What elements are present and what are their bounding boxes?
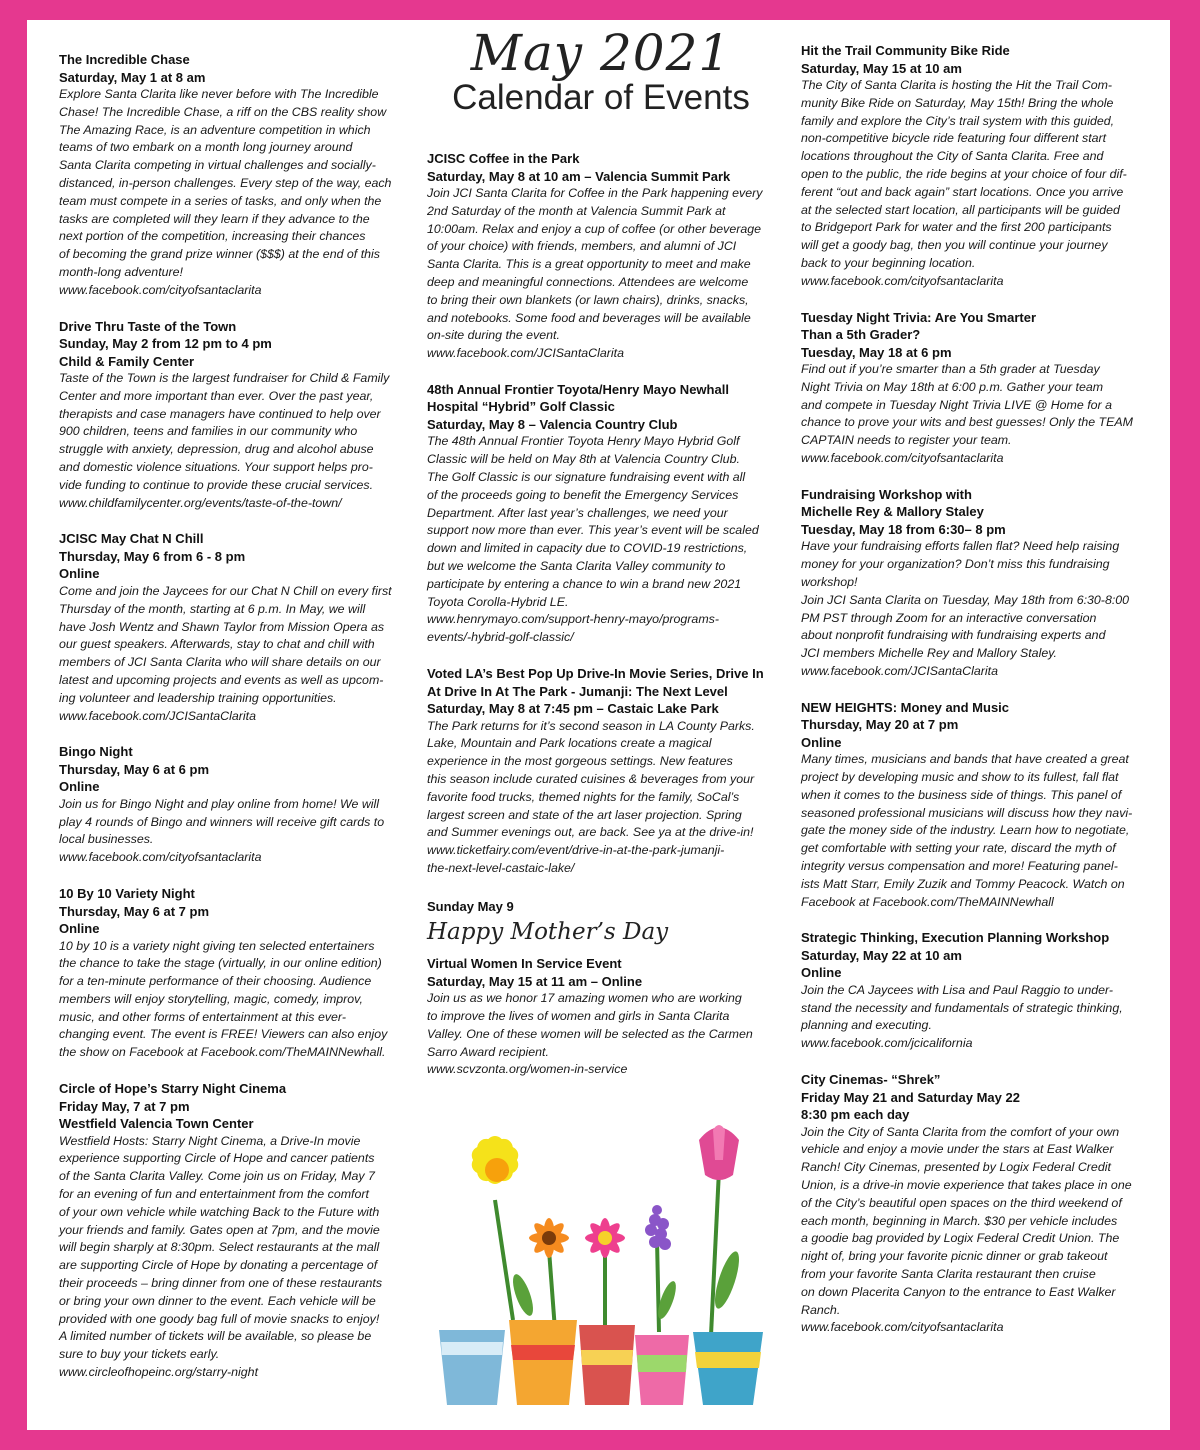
event-title: 10 By 10 Variety Night [59, 886, 195, 901]
event-description-line: the show on Facebook at Facebook.com/TheMAINNewhall. [59, 1045, 386, 1060]
event-title: Hit the Trail Community Bike Ride [801, 43, 1010, 58]
event-detail: Child & Family Center [59, 353, 195, 369]
right-column [801, 42, 1147, 1355]
event-description-line: down and limited in capacity due to COVID-19 restrictions, [427, 541, 748, 556]
event-description-line: Union, is a drive-in movie experience that takes place in one [801, 1177, 1132, 1192]
event-detail: Tuesday, May 18 from 6:30– 8 pm [801, 521, 1006, 537]
calendar-title [427, 24, 775, 118]
event-link[interactable]: www.facebook.com/cityofsantaclarita [59, 282, 262, 297]
event-link[interactable]: www.facebook.com/JCISantaClarita [427, 346, 624, 361]
event-detail: Online [801, 965, 842, 981]
event-description-line: of the City’s beautiful open spaces on the third weekend of [801, 1195, 1122, 1210]
event-link[interactable]: www.facebook.com/cityofsantaclarita [801, 273, 1004, 288]
event-description-line: about nonprofit fundraising with fundraising experts and [801, 628, 1106, 643]
event-description-line: ists Matt Starr, Emily Zuzik and Tommy Peacock. Watch on [801, 876, 1125, 891]
event-detail: Saturday, May 22 at 10 am [801, 947, 962, 963]
event-detail: Saturday, May 1 at 8 am [59, 69, 206, 85]
event-description-line: when it comes to the business side of things. This panel of [801, 787, 1122, 802]
event-link[interactable]: www.childfamilycenter.org/events/taste-of-the-town/ [59, 495, 342, 510]
event-description-line: Find out if you’re smarter than a 5th grader at Tuesday [801, 362, 1100, 377]
event-title: The Incredible Chase [59, 52, 190, 67]
event-detail: Thursday, May 6 from 6 - 8 pm [59, 548, 246, 564]
event-description-line: Night Trivia on May 18th at 6:00 p.m. Gather your team [801, 379, 1104, 394]
event-detail: Online [801, 734, 842, 750]
daffodil-flower [468, 1132, 522, 1187]
event-description-line: for an evening of fun and entertainment from the comfort [59, 1186, 369, 1201]
event-description-line: of the proceeds going to benefit the Emergency Services [427, 487, 739, 502]
event-detail: Tuesday, May 18 at 6 pm [801, 344, 952, 360]
event-description-line: their proceeds – bring dinner from one of these restaurants [59, 1275, 383, 1290]
event-description-line: changing event. The event is FREE! Viewers can also enjoy [59, 1027, 388, 1042]
orange-daisy [529, 1218, 569, 1258]
event-description-line: of your own vehicle while watching Back to the Future with [59, 1204, 380, 1219]
event-description-line: The Amazing Race, is an adventure competition in which [59, 122, 371, 137]
event-detail: Michelle Rey & Mallory Staley [801, 504, 984, 520]
event-description-line: of your choice) with friends, members, and alumni of JCI [427, 239, 737, 254]
event-item [59, 51, 404, 300]
event-description-line: Join us as we honor 17 amazing women who are working [427, 991, 742, 1006]
event-item [59, 743, 404, 867]
event-title: Voted LA’s Best Pop Up Drive-In Movie Series, Drive In [427, 666, 764, 682]
event-description-line: project by developing music and show to its fullest, fall flat [801, 770, 1119, 785]
event-description-line: from your favorite Santa Clarita restaurant then cruise [801, 1266, 1096, 1281]
event-item [801, 309, 1147, 468]
event-description-line: Come and join the Jaycees for our Chat N Chill on every first [59, 583, 392, 598]
title-main: Calendar of Events [452, 78, 750, 117]
event-detail: Friday May 21 and Saturday May 22 [801, 1089, 1020, 1105]
event-description-line: have Josh Wentz and Shawn Taylor from Mission Opera as [59, 619, 385, 634]
event-description-line: or bring your own dinner to the event. Each vehicle will be [59, 1293, 376, 1308]
event-description-line: at the selected start location, all participants will be guided [801, 202, 1120, 217]
middle-column [427, 150, 775, 1097]
event-description-line: Center and more important than ever. Over the past year, [59, 388, 374, 403]
event-description-line: CAPTAIN needs to register your team. [801, 433, 1012, 448]
event-description-line: A limited number of tickets will be available, so please be [59, 1329, 372, 1344]
event-link[interactable]: events/-hybrid-golf-classic/ [427, 630, 574, 645]
event-link[interactable]: www.facebook.com/cityofsantaclarita [59, 850, 262, 865]
event-description-line: favorite food trucks, themed nights for the family, SoCal’s [427, 789, 740, 804]
event-description-line: money for your organization? Don’t miss this fundraising [801, 557, 1110, 572]
event-detail: Thursday, May 6 at 7 pm [59, 903, 210, 919]
event-description-line: of the Santa Clarita Valley. Come join us on Friday, May 7 [59, 1169, 375, 1184]
event-description-line: but we welcome the Santa Clarita Valley community to [427, 559, 726, 574]
event-description-line: Ranch! City Cinemas, presented by Logix Federal Credit [801, 1160, 1111, 1175]
left-column [59, 51, 404, 1400]
event-detail: Online [59, 779, 100, 795]
event-title: JCISC May Chat N Chill [59, 531, 204, 547]
pink-daisy [585, 1218, 625, 1258]
event-link[interactable]: www.facebook.com/JCISantaClarita [801, 663, 998, 678]
event-description-line: to improve the lives of women and girls in Santa Clarita [427, 1009, 730, 1023]
hyacinth-flower [645, 1205, 671, 1250]
event-description-line: our guest speakers. Afterwards, stay to chat and chill with [59, 637, 375, 652]
event-link[interactable]: www.circleofhopeinc.org/starry-night [59, 1364, 259, 1379]
event-description-line: integrity versus compensation and more! Featuring panel- [801, 859, 1118, 873]
event-link[interactable]: www.henrymayo.com/support-henry-mayo/programs- [427, 612, 719, 627]
event-title: Drive Thru Taste of the Town [59, 318, 237, 334]
event-description-line: provided with one goody bag full of movie snacks to enjoy! [59, 1311, 380, 1326]
event-detail: Online [59, 566, 100, 582]
event-description-line: next portion of the competition, increasing their chances [59, 229, 366, 244]
event-description-line: ing volunteer and leadership training opportunities. [59, 690, 337, 705]
event-description-line: to bring their own blankets (or lawn chairs), drinks, snacks, [427, 292, 749, 307]
event-item [801, 42, 1147, 291]
event-description-line: of becoming the grand prize winner ($$$) at the end of this [59, 247, 380, 262]
event-description-line: chance to prove your wits and best guesses! Only the TEAM [801, 415, 1133, 430]
event-detail: Saturday, May 8 – Valencia Country Club [427, 416, 678, 432]
event-description-line: music, and other forms of entertainment at this ever- [59, 1009, 346, 1024]
mothers-day [427, 898, 775, 948]
event-detail: 8:30 pm each day [801, 1107, 910, 1123]
event-title: JCISC Coffee in the Park [427, 151, 580, 166]
event-description-line: Chase! The Incredible Chase, a riff on the CBS reality show [59, 104, 387, 119]
event-link[interactable]: www.scvzonta.org/women-in-service [427, 1062, 628, 1077]
event-link[interactable]: www.ticketfairy.com/event/drive-in-at-the-park-jumanji- [427, 843, 725, 858]
event-detail: Hospital “Hybrid” Golf Classic [427, 399, 615, 415]
event-item [801, 699, 1147, 912]
event-description-line: latest and upcoming projects and events as well as upcom- [59, 672, 384, 687]
event-description-line: 2nd Saturday of the month at Valencia Summit Park at [427, 203, 726, 218]
event-description-line: and compete in Tuesday Night Trivia LIVE @ Home for a [801, 397, 1113, 412]
event-detail: Saturday, May 15 at 11 am – Online [427, 973, 643, 989]
event-title: Bingo Night [59, 744, 133, 760]
event-item [59, 885, 404, 1062]
event-description-line: workshop! [801, 574, 858, 589]
flower-pots-photo [427, 1120, 775, 1410]
middle-events-2 [427, 955, 775, 1079]
event-description-line: participate by entering a chance to win a brand new 2021 [427, 576, 742, 591]
event-link[interactable]: the-next-level-castaic-lake/ [427, 860, 575, 875]
event-title: NEW HEIGHTS: Money and Music [801, 699, 1010, 715]
event-description-line: tasks are completed will they learn if they advance to the [59, 211, 370, 226]
event-description-line: deep and meaningful connections. Attendees are welcome [427, 274, 749, 289]
event-description-line: and notebooks. Some food and beverages will be available [427, 310, 751, 325]
event-detail: Online [59, 921, 100, 936]
event-item [801, 486, 1147, 681]
event-title: Virtual Women In Service Event [427, 956, 622, 972]
event-description-line: Join the City of Santa Clarita from the comfort of your own [801, 1124, 1120, 1139]
event-item [427, 955, 775, 1079]
event-description-line: Taste of the Town is the largest fundraiser for Child & Family [59, 371, 390, 386]
event-link[interactable]: www.facebook.com/jcicalifornia [801, 1036, 973, 1051]
event-description-line: The Golf Classic is our signature fundraising event with all [427, 470, 746, 485]
event-description-line: back to your beginning location. [801, 255, 976, 270]
event-description-line: each month, beginning in March. $30 per vehicle includes [801, 1213, 1118, 1228]
event-description-line: non-competitive bicycle ride featuring four different start [801, 131, 1107, 146]
event-description-line: open to the public, the ride begins at your choice of four dif- [801, 166, 1127, 181]
event-link[interactable]: www.facebook.com/cityofsantaclarita [801, 451, 1004, 466]
event-detail: Friday May, 7 at 7 pm [59, 1098, 190, 1114]
event-item [59, 1080, 404, 1382]
event-description-line: Toyota Corolla-Hybrid LE. [427, 594, 569, 609]
event-description-line: Valley. One of these women will be selected as the Carmen [427, 1026, 753, 1041]
event-description-line: are supporting Circle of Hope by donating a percentage of [59, 1258, 378, 1273]
event-description-line: gate the money side of the industry. Learn how to negotiate, [801, 823, 1130, 838]
event-item [427, 150, 775, 363]
event-description-line: night of, bring your favorite picnic dinner or grab takeout [801, 1249, 1108, 1264]
event-description-line: Santa Clarita. This is a great opportunity to meet and make [427, 257, 751, 272]
event-description-line: Have your fundraising efforts fallen flat? Need help raising [801, 539, 1120, 554]
event-description-line: Facebook at Facebook.com/TheMAINNewhall [801, 894, 1054, 909]
event-description-line: Join JCI Santa Clarita for Coffee in the Park happening every [427, 186, 763, 200]
event-title: City Cinemas- “Shrek” [801, 1072, 941, 1088]
event-description-line: 900 children, teens and families in our community who [59, 424, 358, 439]
event-item [427, 665, 775, 878]
event-detail: Thursday, May 6 at 6 pm [59, 761, 210, 777]
event-description-line: family and explore the City’s trail system with this guided, [801, 113, 1115, 128]
event-description-line: seasoned professional musicians will discuss how they navi- [801, 805, 1133, 820]
event-description-line: Thursday of the month, starting at 6 p.m. In May, we will [59, 601, 366, 616]
event-title: Strategic Thinking, Execution Planning Workshop [801, 930, 1110, 946]
event-item [427, 381, 775, 647]
event-description-line: Join us for Bingo Night and play online from home! We will [59, 796, 380, 811]
event-description-line: vide funding to continue to provide these crucial services. [59, 477, 374, 492]
event-description-line: stand the necessity and fundamentals of strategic thinking, [801, 1000, 1123, 1015]
event-link[interactable]: www.facebook.com/cityofsantaclarita [801, 1320, 1004, 1335]
event-description-line: The City of Santa Clarita is hosting the Hit the Trail Com- [801, 78, 1113, 92]
event-description-line: planning and executing. [801, 1018, 932, 1033]
event-detail: At Drive In At The Park - Jumanji: The Next Level [427, 683, 728, 699]
event-description-line: get comfortable with setting your rate, discard the myth of [801, 841, 1116, 856]
event-description-line: largest screen and state of the art laser projection. Spring [427, 807, 742, 822]
event-description-line: Santa Clarita competing in virtual challenges and socially- [59, 158, 376, 173]
event-description-line: therapists and case managers have continued to help over [59, 406, 381, 421]
event-description-line: play 4 rounds of Bingo and winners will receive gift cards to [59, 814, 385, 829]
event-item [59, 530, 404, 725]
event-description-line: on down Placerita Canyon to the entrance to East Walker [801, 1284, 1116, 1299]
event-description-line: locations throughout the City of Santa Clarita. Free and [801, 149, 1104, 164]
event-description-line: Classic will be held on May 8th at Valencia Country Club. [427, 452, 740, 467]
event-description-line: members will enjoy storytelling, magic, comedy, improv, [59, 991, 363, 1006]
tulip-flower [699, 1125, 739, 1180]
event-description-line: the chance to take the stage (virtually, in our online edition) [59, 956, 382, 971]
event-description-line: Ranch. [801, 1302, 841, 1317]
event-description-line: support now more than ever. This year’s event will be scaled [427, 523, 759, 538]
event-description-line: on-site during the event. [427, 328, 560, 343]
event-item [801, 1071, 1147, 1337]
event-title: Circle of Hope’s Starry Night Cinema [59, 1081, 287, 1097]
event-description-line: The Park returns for it’s second season in LA County Parks. [427, 718, 755, 733]
event-description-line: sure to buy your tickets early. [59, 1347, 220, 1362]
flower-pots [439, 1320, 763, 1405]
event-description-line: struggle with anxiety, depression, drug and alcohol abuse [59, 442, 374, 457]
event-detail: Saturday, May 15 at 10 am [801, 60, 962, 76]
event-description-line: Sarro Award recipient. [427, 1044, 549, 1059]
mothers-day-script: Happy Mother’s Day [427, 919, 669, 946]
event-description-line: a goodie bag provided by Logix Federal Credit Union. The [801, 1231, 1120, 1246]
event-description-line: 10:00am. Relax and enjoy a cup of coffee (or other beverage [427, 221, 762, 236]
event-title: 48th Annual Frontier Toyota/Henry Mayo Newhall [427, 381, 729, 397]
event-description-line: PM PST through Zoom for an interactive conversation [801, 610, 1097, 625]
event-description-line: experience supporting Circle of Hope and cancer patients [59, 1151, 375, 1166]
event-description-line: munity Bike Ride on Saturday, May 15th! Bring the whole [801, 95, 1114, 110]
event-description-line: this season include curated cuisines & beverages from your [427, 771, 755, 786]
event-description-line: experience in the most gorgeous settings. New features [427, 754, 733, 769]
event-description-line: Westfield Hosts: Starry Night Cinema, a Drive-In movie [59, 1133, 361, 1148]
event-description-line: Join the CA Jaycees with Lisa and Paul Raggio to under- [801, 982, 1114, 997]
event-title: Fundraising Workshop with [801, 486, 972, 502]
event-description-line: JCI members Michelle Rey and Mallory Staley. [801, 646, 1057, 661]
event-detail: Thursday, May 20 at 7 pm [801, 717, 959, 733]
event-item [801, 929, 1147, 1053]
event-description-line: will get a goody bag, then you will continue your journey [801, 238, 1108, 253]
event-detail: Saturday, May 8 at 7:45 pm – Castaic Lake Park [427, 701, 719, 717]
event-description-line: teams of two embark on a month long journey around [59, 140, 353, 155]
event-description-line: The 48th Annual Frontier Toyota Henry Mayo Hybrid Golf [427, 434, 740, 449]
middle-events [427, 150, 775, 878]
event-description-line: will begin sharply at 8:30pm. Select restaurants at the mall [59, 1240, 380, 1255]
event-description-line: members of JCI Santa Clarita who will share details on our [59, 655, 381, 670]
event-detail: Than a 5th Grader? [801, 327, 921, 343]
event-description-line: and Summer evenings out, are back. See ya at the drive-in! [427, 825, 754, 840]
event-description-line: Many times, musicians and bands that have created a great [801, 752, 1129, 767]
event-description-line: Join JCI Santa Clarita on Tuesday, May 18th from 6:30-8:00 [801, 592, 1130, 607]
event-description-line: team must compete in a series of tasks, and only when the [59, 193, 382, 208]
event-description-line: your friends and family. Gates open at 7pm, and the movie [59, 1222, 380, 1237]
event-description-line: month-long adventure! [59, 264, 183, 279]
event-description-line: Lake, Mountain and Park locations create a magical [427, 736, 712, 751]
event-detail: Westfield Valencia Town Center [59, 1116, 254, 1132]
title-script: May 2021 [470, 24, 732, 82]
mothers-day-heading: Sunday May 9 [427, 898, 514, 914]
event-description-line: vehicle and enjoy a movie under the stars at East Walker [801, 1142, 1114, 1157]
event-item [59, 318, 404, 513]
event-description-line: ferent “out and back again” start locations. Once you arrive [801, 184, 1124, 199]
event-description-line: Explore Santa Clarita like never before with The Incredible [59, 87, 379, 101]
event-detail: Saturday, May 8 at 10 am – Valencia Summit Park [427, 168, 731, 184]
page [27, 20, 1170, 1430]
event-description-line: distanced, in-person challenges. Every step of the way, each [59, 175, 392, 190]
event-title: Tuesday Night Trivia: Are You Smarter [801, 309, 1037, 325]
event-link[interactable]: www.facebook.com/JCISantaClarita [59, 708, 256, 723]
event-description-line: 10 by 10 is a variety night giving ten selected entertainers [59, 938, 375, 953]
event-detail: Sunday, May 2 from 12 pm to 4 pm [59, 336, 272, 352]
event-description-line: for a ten-minute performance of their choosing. Audience [59, 974, 372, 989]
event-description-line: Department. After last year’s challenges, we need your [427, 505, 728, 520]
event-description-line: local businesses. [59, 832, 154, 847]
event-description-line: to Bridgeport Park for water and the first 200 participants [801, 220, 1112, 235]
event-description-line: and domestic violence situations. Your support helps pro- [59, 460, 373, 475]
